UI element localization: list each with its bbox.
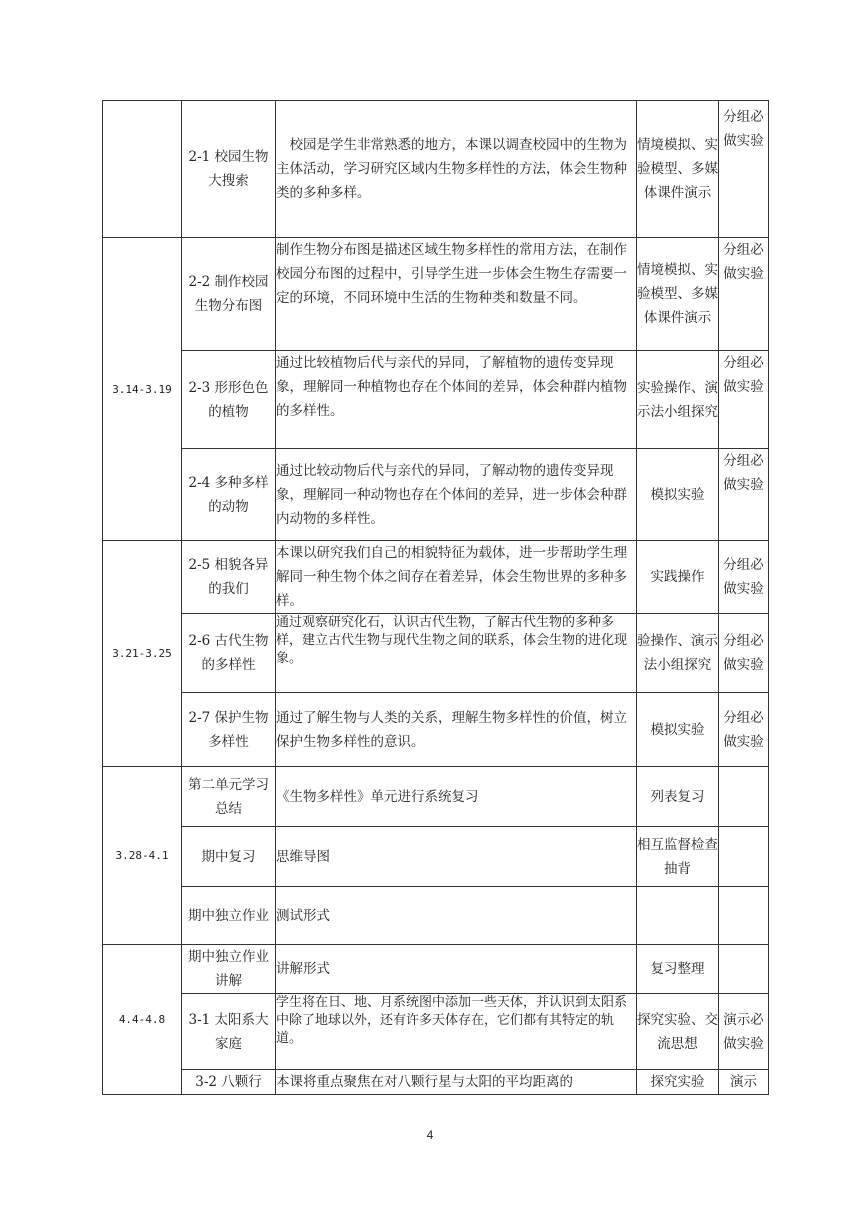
date-cell: 3.28-4.1 xyxy=(103,767,182,945)
lesson-cell: 3-1 太阳系大家庭 xyxy=(182,994,276,1070)
content-cell: 通过观察研究化石，认识古代生物，了解古代生物的多种多样，建立古代生物与现代生物之间的联系，体会生物的进化现象。 xyxy=(276,614,637,693)
method-cell: 模拟实验 xyxy=(637,449,719,541)
lesson-cell: 2-1 校园生物大搜索 xyxy=(182,101,276,238)
note-cell: 演示 xyxy=(719,1070,769,1095)
method-cell: 情境模拟、实验模型、多媒体课件演示 xyxy=(637,101,719,238)
table-row xyxy=(103,1070,769,1095)
note-cell: 分组必做实验 xyxy=(719,541,769,614)
table-row xyxy=(103,767,769,827)
lesson-cell: 期中独立作业 xyxy=(182,887,276,945)
note-cell: 分组必做实验 xyxy=(719,351,769,449)
lesson-cell: 2-2 制作校园生物分布图 xyxy=(182,238,276,351)
note-cell: 分组必做实验 xyxy=(719,693,769,767)
content-cell: 测试形式 xyxy=(276,887,637,945)
note-cell: 分组必做实验 xyxy=(719,238,769,351)
content-cell: 本课将重点聚焦在对八颗行星与太阳的平均距离的 xyxy=(276,1070,637,1095)
table-row xyxy=(103,351,769,449)
content-cell: 讲解形式 xyxy=(276,945,637,994)
lesson-cell: 2-7 保护生物多样性 xyxy=(182,693,276,767)
lesson-cell: 第二单元学习总结 xyxy=(182,767,276,827)
method-cell: 验操作、演示法小组探究 xyxy=(637,614,719,693)
method-cell: 复习整理 xyxy=(637,945,719,994)
lesson-cell: 期中独立作业讲解 xyxy=(182,945,276,994)
note-cell xyxy=(719,767,769,827)
content-cell: 通过比较动物后代与亲代的异同，了解动物的遗传变异现象，理解同一种动物也存在个体间的差异，进一步体会种群内动物的多样性。 xyxy=(276,449,637,541)
content-cell: 校园是学生非常熟悉的地方，本课以调查校园中的生物为主体活动，学习研究区域内生物多样性的方法，体会生物种类的多种多样。 xyxy=(276,101,637,238)
content-cell: 《生物多样性》单元进行系统复习 xyxy=(276,767,637,827)
content-cell: 本课以研究我们自己的相貌特征为载体，进一步帮助学生理解同一种生物个体之间存在着差异，体会生物世界的多种多样。 xyxy=(276,541,637,614)
content-cell: 制作生物分布图是描述区域生物多样性的常用方法，在制作校园分布图的过程中，引导学生进一步体会生物生存需要一定的环境，不同环境中生活的生物种类和数量不同。 xyxy=(276,238,637,351)
method-cell: 列表复习 xyxy=(637,767,719,827)
note-cell: 分组必做实验 xyxy=(719,101,769,238)
note-cell xyxy=(719,945,769,994)
lesson-cell: 2-5 相貌各异的我们 xyxy=(182,541,276,614)
note-cell: 分组必做实验 xyxy=(719,449,769,541)
method-cell: 探究实验 xyxy=(637,1070,719,1095)
table-row xyxy=(103,614,769,693)
content-cell: 思维导图 xyxy=(276,827,637,887)
lesson-cell: 2-6 古代生物的多样性 xyxy=(182,614,276,693)
table-row xyxy=(103,238,769,351)
content-cell: 学生将在日、地、月系统图中添加一些天体，并认识到太阳系中除了地球以外，还有许多天体存在，它们都有其特定的轨道。 xyxy=(276,994,637,1070)
table-row xyxy=(103,887,769,945)
method-cell: 实践操作 xyxy=(637,541,719,614)
method-cell: 模拟实验 xyxy=(637,693,719,767)
lesson-cell: 3-2 八颗行 xyxy=(182,1070,276,1095)
table-row xyxy=(103,945,769,994)
content-cell: 通过了解生物与人类的关系，理解生物多样性的价值，树立保护生物多样性的意识。 xyxy=(276,693,637,767)
table-row xyxy=(103,449,769,541)
page-number: 4 xyxy=(426,1128,434,1142)
method-cell: 情境模拟、实验模型、多媒体课件演示 xyxy=(637,238,719,351)
note-cell: 分组必做实验 xyxy=(719,614,769,693)
schedule-table xyxy=(102,100,769,1095)
table-row xyxy=(103,101,769,238)
note-cell xyxy=(719,887,769,945)
date-cell: 3.21-3.25 xyxy=(103,541,182,767)
table-row xyxy=(103,541,769,614)
method-cell: 探究实验、交流思想 xyxy=(637,994,719,1070)
table-row xyxy=(103,827,769,887)
method-cell: 相互监督检查抽背 xyxy=(637,827,719,887)
lesson-cell: 期中复习 xyxy=(182,827,276,887)
content-cell: 通过比较植物后代与亲代的异同，了解植物的遗传变异现象，理解同一种植物也存在个体间的差异，体会种群内植物的多样性。 xyxy=(276,351,637,449)
date-cell: 4.4-4.8 xyxy=(103,945,182,1095)
lesson-cell: 2-3 形形色色的植物 xyxy=(182,351,276,449)
table-row xyxy=(103,994,769,1070)
table-row xyxy=(103,693,769,767)
note-cell: 演示必做实验 xyxy=(719,994,769,1070)
lesson-cell: 2-4 多种多样的动物 xyxy=(182,449,276,541)
date-cell xyxy=(103,101,182,238)
method-cell xyxy=(637,887,719,945)
date-cell: 3.14-3.19 xyxy=(103,238,182,541)
method-cell: 实验操作、演示法小组探究 xyxy=(637,351,719,449)
note-cell xyxy=(719,827,769,887)
